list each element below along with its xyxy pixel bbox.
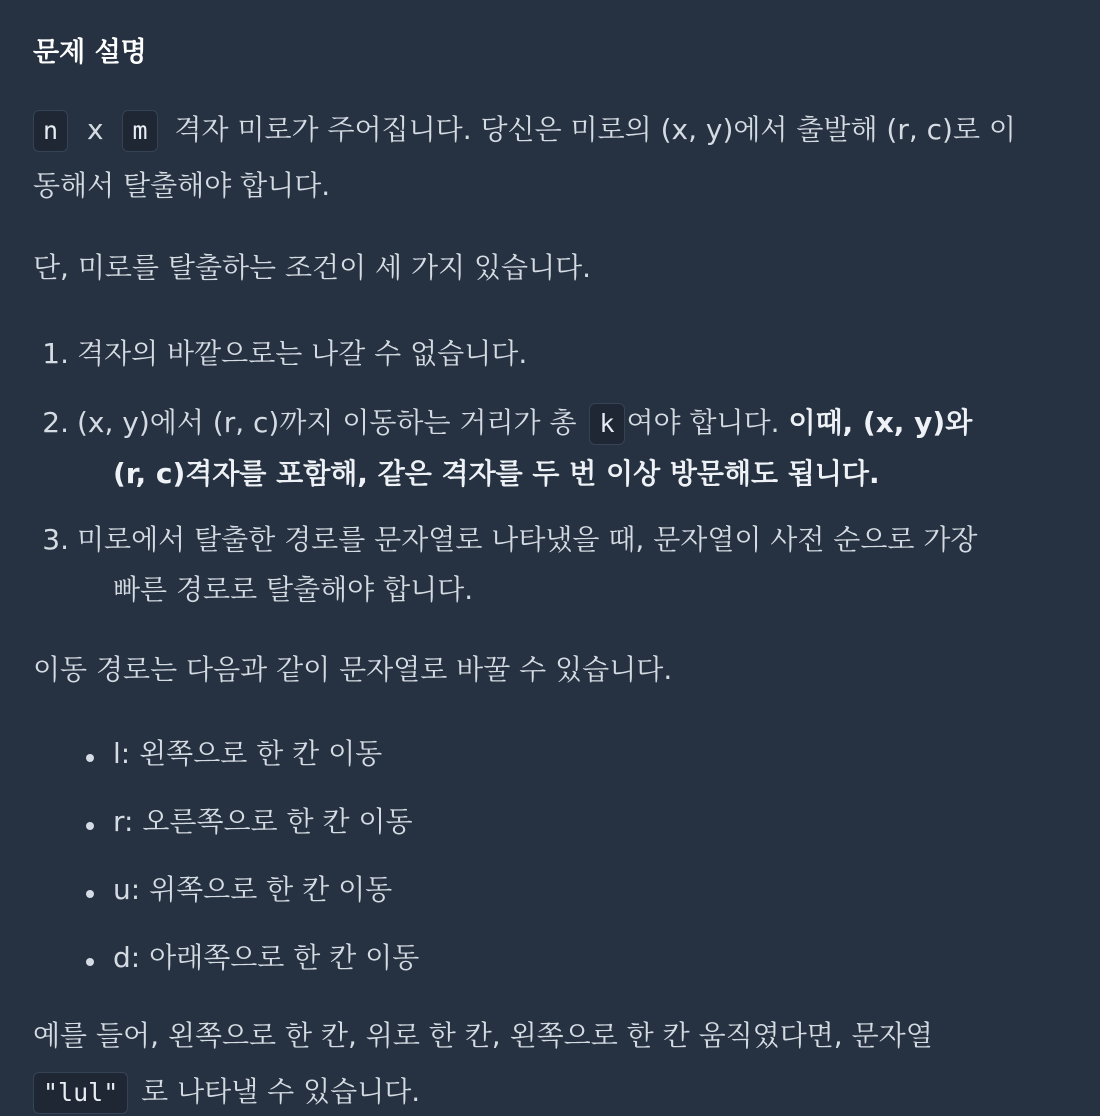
move-item-u: u: 위쪽으로 한 칸 이동 [113,873,393,906]
condition-bold-text: 이때, (x, y)와 [788,406,973,439]
bullet-icon [86,890,94,898]
condition-number: 3. [42,523,69,556]
times-sign: x [86,113,104,146]
example-text-2: 로 나타낼 수 있습니다. [141,1075,421,1108]
example-line-2 [33,1072,420,1114]
condition-item-3-line-2: 빠른 경로로 탈출해야 합니다. [113,573,474,606]
bullet-icon [86,958,94,966]
intro-line-2: 동해서 탈출해야 합니다. [33,169,331,202]
code-k: k [589,403,624,445]
code-n: n [33,110,68,152]
move-item-l: l: 왼쪽으로 한 칸 이동 [113,737,383,770]
intro-line-1 [33,110,1016,152]
condition-text: 격자의 바깥으로는 나갈 수 없습니다. [77,337,528,370]
condition-number: 2. [42,406,69,439]
code-lul: "lul" [33,1072,128,1114]
condition-item-2 [33,403,972,445]
move-item-d: d: 아래쪽으로 한 칸 이동 [113,941,420,974]
section-title: 문제 설명 [33,37,147,68]
conditions-intro: 단, 미로를 탈출하는 조건이 세 가지 있습니다. [33,251,592,284]
bullet-icon [86,754,94,762]
condition-text-after: 여야 합니다. [626,406,780,439]
condition-item-2-line-2: (r, c)격자를 포함해, 같은 격자를 두 번 이상 방문해도 됩니다. [113,457,880,490]
move-item-r: r: 오른쪽으로 한 칸 이동 [113,805,413,838]
condition-text: 미로에서 탈출한 경로를 문자열로 나타냈을 때, 문자열이 사전 순으로 가장 [77,523,978,556]
intro-text-1: 격자 미로가 주어집니다. 당신은 미로의 (x, y)에서 출발해 (r, c)로 이 [174,113,1016,146]
example-line-1: 예를 들어, 왼쪽으로 한 칸, 위로 한 칸, 왼쪽으로 한 칸 움직였다면, 문자열 [33,1019,933,1052]
condition-item-1 [33,334,527,374]
code-m: m [122,110,157,152]
condition-text: (x, y)에서 (r, c)까지 이동하는 거리가 총 [77,406,577,439]
condition-item-3 [33,520,977,560]
bullet-icon [86,822,94,830]
condition-number: 1. [42,337,69,370]
moves-intro: 이동 경로는 다음과 같이 문자열로 바꿀 수 있습니다. [33,653,673,686]
